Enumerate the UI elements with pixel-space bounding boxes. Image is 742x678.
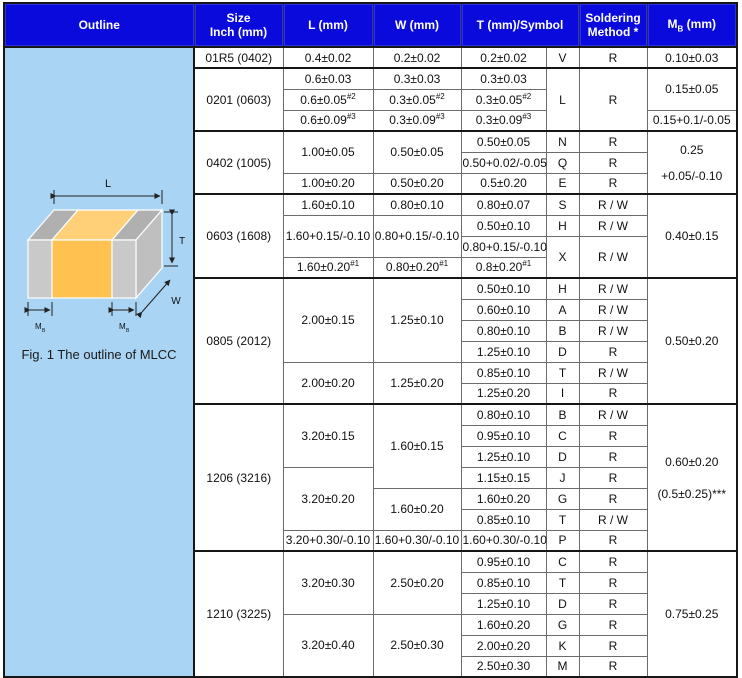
symbol-cell: J xyxy=(546,467,579,488)
l-cell: $1.60\pm 0.20^{\#1}$ xyxy=(283,257,373,278)
t-cell: 0.85±0.10 xyxy=(461,509,546,530)
l-cell: 3.20±0.40 xyxy=(283,614,373,677)
w-cell: 2.50±0.30 xyxy=(373,614,461,677)
t-cell: 2.00±0.20 xyxy=(461,635,546,656)
col-header-w: W (mm) xyxy=(373,3,461,47)
size-cell: 0402 (1005) xyxy=(194,131,283,194)
l-cell: $0.6\pm 0.09^{\#3}$ xyxy=(283,110,373,131)
col-header-size-line1: Size xyxy=(226,11,251,25)
t-cell: 0.95±0.10 xyxy=(461,551,546,572)
l-cell: 0.4±0.02 xyxy=(283,47,373,68)
w-cell: $0.3\pm 0.05^{\#2}$ xyxy=(373,89,461,110)
w-cell: $0.3\pm 0.09^{\#3}$ xyxy=(373,110,461,131)
soldering-cell: R xyxy=(579,341,647,362)
soldering-cell: R xyxy=(579,488,647,509)
mlcc-dimension-table xyxy=(3,2,738,678)
t-cell: 1.25±0.10 xyxy=(461,593,546,614)
soldering-cell: R xyxy=(579,47,647,68)
soldering-cell: R xyxy=(579,383,647,404)
mb-cell: 0.25 +0.05/-0.10 xyxy=(647,131,737,194)
dimension-arrow-mb-left xyxy=(28,302,52,316)
t-cell: 1.25±0.10 xyxy=(461,446,546,467)
mb-cell: 0.40±0.15 xyxy=(647,194,737,278)
symbol-cell: S xyxy=(546,194,579,215)
t-cell: 0.50+0.02/-0.05 xyxy=(461,152,546,173)
mb-cell: 0.15+0.1/-0.05 xyxy=(647,110,737,131)
symbol-cell: Q xyxy=(546,152,579,173)
symbol-cell: C xyxy=(546,425,579,446)
symbol-cell: E xyxy=(546,173,579,194)
symbol-cell: T xyxy=(546,572,579,593)
symbol-cell: T xyxy=(546,362,579,383)
soldering-cell: R / W xyxy=(579,509,647,530)
symbol-cell: D xyxy=(546,446,579,467)
soldering-cell: R xyxy=(579,635,647,656)
soldering-cell: R xyxy=(579,425,647,446)
mb-cell: 0.60±0.20 (0.5±0.25)*** xyxy=(647,404,737,551)
symbol-cell: P xyxy=(546,530,579,551)
size-cell: 0603 (1608) xyxy=(194,194,283,278)
soldering-cell: R / W xyxy=(579,404,647,425)
t-cell: 0.50±0.10 xyxy=(461,215,546,236)
soldering-cell: R / W xyxy=(579,278,647,299)
soldering-cell: R xyxy=(579,173,647,194)
t-cell: 1.60±0.20 xyxy=(461,488,546,509)
l-cell: $0.6\pm 0.05^{\#2}$ xyxy=(283,89,373,110)
t-cell: 0.5±0.20 xyxy=(461,173,546,194)
w-cell: 2.50±0.20 xyxy=(373,551,461,614)
symbol-cell: G xyxy=(546,614,579,635)
symbol-cell: B xyxy=(546,404,579,425)
soldering-cell: R / W xyxy=(579,215,647,236)
symbol-cell: G xyxy=(546,488,579,509)
col-header-mb: $M_B$ (mm) xyxy=(647,3,737,47)
t-cell: $0.3\pm 0.09^{\#3}$ xyxy=(461,110,546,131)
soldering-cell: R xyxy=(579,152,647,173)
w-cell: 1.60+0.30/-0.10 xyxy=(373,530,461,551)
w-cell: 0.50±0.20 xyxy=(373,173,461,194)
t-cell: 0.50±0.10 xyxy=(461,278,546,299)
soldering-cell: R / W xyxy=(579,236,647,278)
w-cell: 0.3±0.03 xyxy=(373,68,461,89)
symbol-cell: C xyxy=(546,551,579,572)
mb-cell: 0.50±0.20 xyxy=(647,278,737,404)
w-cell: 0.80+0.15/-0.10 xyxy=(373,215,461,257)
symbol-cell: A xyxy=(546,299,579,320)
col-header-t-symbol: T (mm)/Symbol xyxy=(461,3,579,47)
w-cell: 0.2±0.02 xyxy=(373,47,461,68)
l-cell: 2.00±0.20 xyxy=(283,362,373,404)
w-cell: 1.25±0.20 xyxy=(373,362,461,404)
col-header-size xyxy=(194,3,283,47)
symbol-cell: H xyxy=(546,278,579,299)
t-cell: $0.3\pm 0.05^{\#2}$ xyxy=(461,89,546,110)
chip-front-face xyxy=(28,240,136,298)
dimension-arrow-l xyxy=(54,190,162,204)
table-header-row xyxy=(4,3,737,47)
t-cell: 1.25±0.20 xyxy=(461,383,546,404)
figure-caption: Fig. 1 The outline of MLCC xyxy=(21,347,177,362)
w-cell: 0.80±0.10 xyxy=(373,194,461,215)
t-cell: 0.80+0.15/-0.10 xyxy=(461,236,546,257)
t-cell: 0.80±0.10 xyxy=(461,320,546,341)
dimension-label-mb-right: M xyxy=(119,322,126,331)
size-cell: 1206 (3216) xyxy=(194,404,283,551)
w-cell: 0.50±0.05 xyxy=(373,131,461,173)
symbol-cell: L xyxy=(546,68,579,131)
t-cell: 1.60+0.30/-0.10 xyxy=(461,530,546,551)
soldering-cell: R xyxy=(579,572,647,593)
t-cell: 0.95±0.10 xyxy=(461,425,546,446)
dimension-label-mb-left-sub: B xyxy=(42,328,46,334)
t-cell: $0.8\pm 0.20^{\#1}$ xyxy=(461,257,546,278)
soldering-cell: R xyxy=(579,551,647,572)
dimension-label-t: T xyxy=(179,236,186,247)
symbol-cell: B xyxy=(546,320,579,341)
soldering-cell: R xyxy=(579,467,647,488)
t-cell: 2.50±0.30 xyxy=(461,656,546,677)
symbol-cell: D xyxy=(546,341,579,362)
size-cell: 0805 (2012) xyxy=(194,278,283,404)
mb-cell: 0.15±0.05 xyxy=(647,68,737,110)
outline-figure-cell xyxy=(4,47,194,677)
mb-cell: 0.75±0.25 xyxy=(647,551,737,677)
symbol-cell: T xyxy=(546,509,579,530)
dimension-label-mb-right-sub: B xyxy=(126,328,130,334)
l-cell: 3.20±0.15 xyxy=(283,404,373,467)
soldering-cell: R xyxy=(579,530,647,551)
l-cell: 0.6±0.03 xyxy=(283,68,373,89)
l-cell: 3.20±0.20 xyxy=(283,467,373,530)
l-cell: 3.20±0.30 xyxy=(283,551,373,614)
w-cell: 1.25±0.10 xyxy=(373,278,461,362)
symbol-cell: V xyxy=(546,47,579,68)
dimension-label-l: L xyxy=(104,178,112,190)
dimension-label-w: W xyxy=(171,296,181,307)
t-cell: 0.50±0.05 xyxy=(461,131,546,152)
col-header-soldering-line1: Soldering xyxy=(585,11,641,25)
t-cell: 0.80±0.10 xyxy=(461,404,546,425)
symbol-cell: N xyxy=(546,131,579,152)
l-cell: 1.60+0.15/-0.10 xyxy=(283,215,373,257)
t-cell: 0.3±0.03 xyxy=(461,68,546,89)
dimension-label-mb-left: M xyxy=(35,322,42,331)
w-cell: $0.80\pm 0.20^{\#1}$ xyxy=(373,257,461,278)
soldering-cell: R xyxy=(579,656,647,677)
t-cell: 0.60±0.10 xyxy=(461,299,546,320)
soldering-cell: R xyxy=(579,593,647,614)
dimension-arrow-t xyxy=(164,212,178,266)
symbol-cell: X xyxy=(546,236,579,278)
soldering-cell: R / W xyxy=(579,194,647,215)
col-header-outline: Outline xyxy=(4,3,194,47)
t-cell: 0.85±0.10 xyxy=(461,572,546,593)
symbol-cell: M xyxy=(546,656,579,677)
col-header-soldering-line2: Method * xyxy=(587,25,639,39)
t-cell: 0.2±0.02 xyxy=(461,47,546,68)
l-cell: 1.00±0.20 xyxy=(283,173,373,194)
soldering-cell: R / W xyxy=(579,299,647,320)
t-cell: 0.80±0.07 xyxy=(461,194,546,215)
col-header-soldering xyxy=(579,3,647,47)
soldering-cell: R / W xyxy=(579,362,647,383)
w-cell: 1.60±0.20 xyxy=(373,488,461,530)
soldering-cell: R xyxy=(579,446,647,467)
mlcc-figure xyxy=(5,48,193,362)
soldering-cell: R xyxy=(579,131,647,152)
symbol-cell: K xyxy=(546,635,579,656)
soldering-cell: R xyxy=(579,614,647,635)
t-cell: 0.85±0.10 xyxy=(461,362,546,383)
col-header-l: L (mm) xyxy=(283,3,373,47)
l-cell: 2.00±0.15 xyxy=(283,278,373,362)
mlcc-chip-diagram xyxy=(10,174,188,340)
size-cell: 0201 (0603) xyxy=(194,68,283,131)
symbol-cell: H xyxy=(546,215,579,236)
l-cell: 3.20+0.30/-0.10 xyxy=(283,530,373,551)
t-cell: 1.15±0.15 xyxy=(461,467,546,488)
soldering-cell: R / W xyxy=(579,320,647,341)
size-cell: 1210 (3225) xyxy=(194,551,283,677)
l-cell: 1.00±0.05 xyxy=(283,131,373,173)
size-cell: 01R5 (0402) xyxy=(194,47,283,68)
symbol-cell: D xyxy=(546,593,579,614)
table-row xyxy=(4,47,737,68)
mb-cell: 0.10±0.03 xyxy=(647,47,737,68)
w-cell: 1.60±0.15 xyxy=(373,404,461,488)
symbol-cell: I xyxy=(546,383,579,404)
t-cell: 1.60±0.20 xyxy=(461,614,546,635)
soldering-cell: R xyxy=(579,68,647,131)
l-cell: 1.60±0.10 xyxy=(283,194,373,215)
dimension-arrow-mb-right xyxy=(112,302,136,316)
t-cell: 1.25±0.10 xyxy=(461,341,546,362)
col-header-size-line2: Inch (mm) xyxy=(209,25,268,39)
